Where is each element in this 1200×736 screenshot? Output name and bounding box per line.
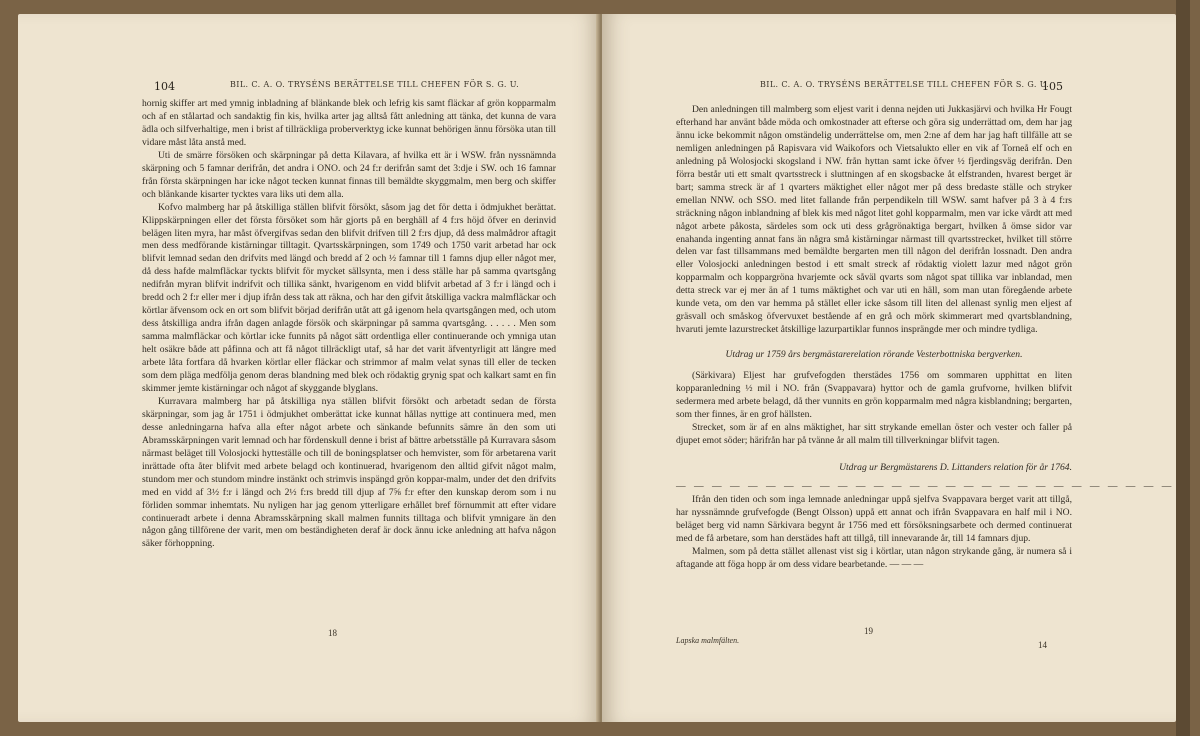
left-body-text — [142, 98, 556, 551]
section-heading: Utdrag ur Bergmästarens D. Littanders relation för år 1764. — [839, 461, 1072, 473]
right-paragraph: Malmen, som på detta stället allenast vist sig i körtlar, utan någon strykande gång, är numera så i aftagande att föga hopp är om dess vidare bearbetande. — — — — [676, 545, 1072, 570]
left-running-head: BIL. C. A. O. TRYSÉNS BERÄTTELSE TILL CHEFEN FÖR S. G. U. — [230, 80, 520, 89]
dash-separator: — — — — — — — — — — — — — — — — — — — — — — — — — — — — — [676, 480, 1175, 492]
right-running-head: BIL. C. A. O. TRYSÉNS BERÄTTELSE TILL CHEFEN FÖR S. G. U. — [760, 80, 1050, 89]
sheet-number: 14 — [1038, 640, 1047, 650]
right-paragraph: Den anledningen till malmberg som eljest varit i denna nejden uti Jukkasjärvi och hvilka Hr Fougt efterhand har använt både möda och omkostnader att efterse och göra sig underrättad om, dem har jag ännu icke bekommit någon omständelig underrättelse om, men 2:ne af dem har jag haft tillfälle att se nemligen anledningen på Rapisvara vid Waikofors och Vietsalukto eller en vik af Torneå elf och en anledning på Wolosjocki skogsland i NW. från hyttan samt icke öfver ½ fjerdingsväg derifrån. Den förra består uti ett smalt qvartsstreck i sluttningen af en skogsbacke åt elfstranden, hvarest berget är bart; samma streck är af 1 qvarters mäktighet eller något mer på dess bredaste ställe och stryker emellan NNW. och SSO. med litet fallande från perpendikeln till WSW. samt hafver på 3 à 4 f:rs sträckning någon inblandning af blek kis med något litet gohl kopparmalm, men var icke värdt att med något arbete påkosta, särdeles som ock uti dess grågrönaktiga bergart, hvilken å ömse sidor var enahanda ingenting annat fans än några små kistärningar närmast till qvartsstrecket, hvilket till större delen var fast tillsammans med bemäldte bergarten men till någon del derifrån lossnadt. Den andra eller Volosjocki anledningen bestod i ett smalt streck af rödaktig violett lazur med något grön kopparmalm och koppargröna hvarjemte ock såväl qvarts som något spat tillika var inblandad, men detta streck var ej mer än af 1 tums mäktighet och var uti en häll, som man utan föregående arbete kunde veta, om den var hemma på stället eller icke såsom till liten del allenast synlig men eljest af gräsvall och småskog öfvervuxet bestående af en grå och mörk skimmerart med qvartsblandning, hvaruti jemte lazurstrecket åtskillige lazurpartiklar funnos insprängde mer och mindre tydliga. — [676, 104, 1072, 336]
right-paragraph: Strecket, som är af en alns mäktighet, har sitt strykande emellan öster och vester och faller på djupet emot söder; härifrån har på tvänne år all malm till tillverkningar blifvit tagen. — [676, 421, 1072, 446]
right-page-number: 105 — [1042, 80, 1063, 93]
footer-label: Lapska malmfälten. — [676, 636, 740, 645]
section-heading: Utdrag ur 1759 års bergmästarerelation rörande Vesterbottniska bergverken. — [725, 349, 1023, 361]
right-paragraph: (Särkivara) Eljest har grufvefogden therstädes 1756 om sommaren upphittat en liten kopparanledning ½ mil i NO. från (Svappavara) hyttor och de gamla grufvorne, hvilken blifvit sedermera med arbete belagd, då ther vunnits en grön kopparmalm med några kisblandning; bergarten, som ther finnes, är en grof hällsten. — [676, 370, 1072, 420]
book-edge — [1176, 0, 1190, 736]
left-paragraph: Uti de smärre försöken och skärpningar på detta Kilavara, af hvilka ett är i WSW. från nyssnämnda skärpning och 5 famnar derifrån, det andra i ONO. och 24 f:r derifrån samt det 3:dje i SW. och 16 famnar från första skärpningen har icke något tecken kunnat finnas till bemäldte skyggmalm, men berg och skiffer och blänkande kisarter tycktes vara liks uti dem alla. — [142, 149, 556, 200]
left-paragraph: Kurravara malmberg har på åtskilliga nya ställen blifvit försökt och arbetadt sedan de första skärpningar, som jag år 1751 i ödmjukhet omberättat icke kunnat hållas nyttige att continuera med, men desse anledningarna hafva alla efter något arbete och sänkande befunnits sämre än den som uti Abramsskärpningen varit lemnad och har fördenskull denne i brist af bättre arbetsställe på Kurravara såsom närmast beläget till Volosjocki hytteställe och till de boningsplatser och hemvister, som för arbetarena varit inrättade ofta åter blifvit med arbete belagd och kontinuerad, hvarigenom den alltid gifvit något malm, stundom mer och stundom mindre instänkt och strimvis inspängd grön koppar-malm, under det den drifvits med en vidd af 3½ f:r i längd och 2½ f:rs bredd till djup af 7⅝ f:r efter den kunskap derom som i nu förliden sommar inhemtats. Nu nyligen har jag genom ytterligare erhållet bref förnummit att efter vidare continueradt arbete i denna Abramsskärpning skall malmen funnits tilltaga och blifvit ymnigare än den någon gång tillförene der varit, men om beständigheten deraf är dock ännu icke anledning att hafva någon säker förhoppning. — [142, 395, 556, 550]
left-paragraph: Kofvo malmberg har på åtskilliga ställen blifvit försökt, såsom jag det för detta i ödmjukhet berättat. Klippskärpningen eller det första försöket som här gjorts på en berghäll af 4 f:rs höjd öfver en derinvid belägen liten myra, har måst öfvergifvas sedan den blifvit drifven till 2 f:rs djup, då dess malmådror aftagit men dess medförande kistärningar tilltagit. Qvartsskärpningen, som 1749 och 1750 varit arbetad har ock blifvit lemnad sedan den drifvits med längd och bredd af 2 och ½ famnar till 1 famns djup eller något mer, då dess hafde malmfläckar tyckts blifvit för mycket sällsynta, men i dess ställe har på samma qvartsgång nedifrån myran blifvit indrifvit och tillika sänkt, hvarigenom en vidd blifvit arbetad af 3 f:r i längd och i bredd och 2 f:r eller mer i djup ifrån dess tak att räkna, och har den gifvit åtskilliga vackra malmfläckar och körtlar äfvensom ock en ort som blifvit börjad derifrån utåt att gå igenom hela qvartsgången med, och utom dess åtskilliga andra ifrån dagen anlagde försök och skärpningar på samma qvartsgång. . . . . . Men som samma malmfläckar och körtlar icke funnits på något sätt ordentliga eller continuerande och ymniga utan helt osäkre både att påfinna och att få något tillräckligt utaf, så har det varit äfventyrligit att längre med arbete låta fortfara då hvarken körtlar eller fläckar och strimmor af malm velat synas till eller de tecken som dem pläga medfölja genom deras blandning med blek och rödaktig grynig spat och kalkart samt en fin skimmer jemte kistärningar och något af skyggande blyglans. — [142, 201, 556, 394]
right-signature-mark: 19 — [864, 626, 873, 636]
left-signature-mark: 18 — [328, 628, 337, 638]
left-page-number: 104 — [154, 80, 175, 93]
left-page — [18, 14, 600, 722]
right-paragraph: Ifrån den tiden och som inga lemnade anledningar uppå sjelfva Svappavara berget varit att tillgå, har nyssnämnde grufvefogde (Bengt Olsson) uppå ett annat och ifrån Svappavara en half mil i NO. beläget berg vid namn Särkivara begynt år 1756 med ett försöksningsarbete och dermed continuerat med de få arbetare, som han derstädes haft att tillgå, till innevarande år, till 14 famnars djup. — [676, 493, 1072, 544]
right-page — [602, 14, 1176, 722]
right-body-text — [676, 104, 1175, 571]
left-paragraph: hornig skiffer art med ymnig inbladning af blänkande blek och lefrig kis samt fläckar af grön kopparmalm och af en stålartad och sandaktig fin kis, hvilka arter jag alltså fått anledning att tänka, det kunna de vara ädla och silfverhaltige, men i brist af tillräckliga proberverktyg icke kunnat behörigen ännu försöka utan till vidare måst låta anstå med. — [142, 98, 556, 148]
